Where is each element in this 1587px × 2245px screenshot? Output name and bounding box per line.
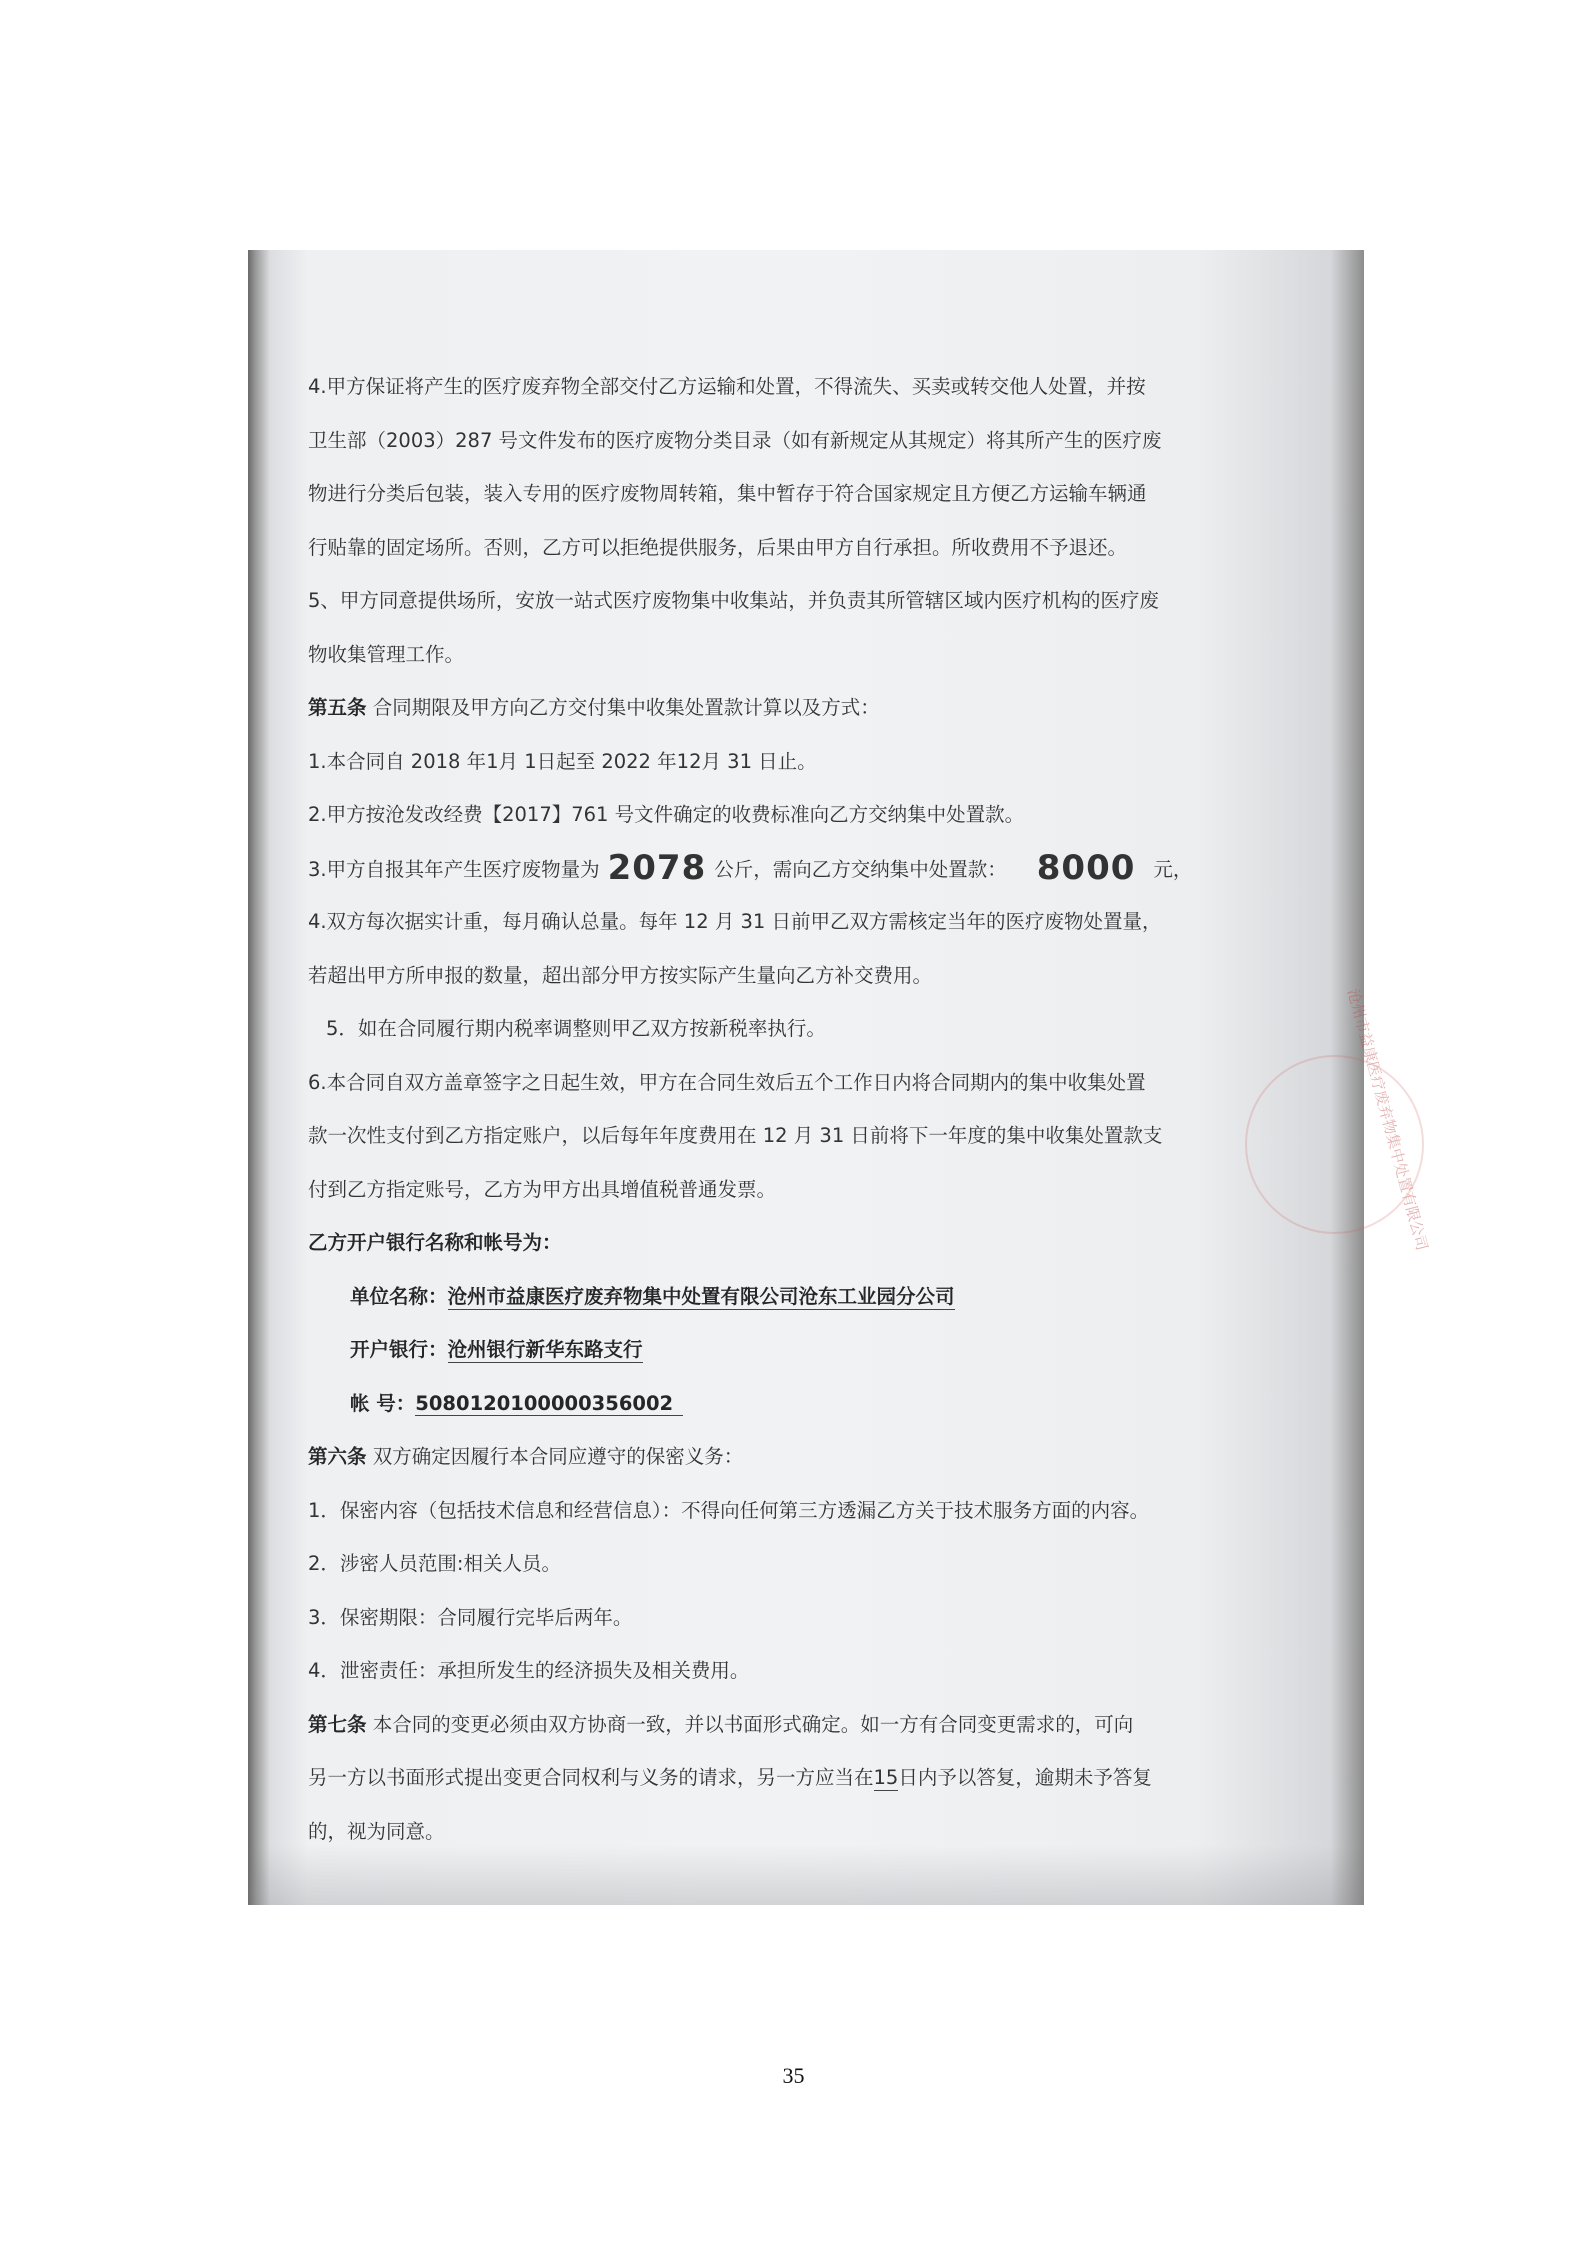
fee-amount: 8000 bbox=[1036, 847, 1136, 888]
article-6-item-1: 1．保密内容（包括技术信息和经营信息）：不得向任何第三方透漏乙方关于技术服务方面的内容。 bbox=[308, 1498, 1150, 1522]
account-label: 帐 号： bbox=[350, 1391, 416, 1415]
bank-name-row bbox=[308, 1323, 1318, 1377]
article-5-item-6-line-3: 付到乙方指定账号，乙方为甲方出具增值税普通发票。 bbox=[308, 1177, 777, 1201]
clause-4-line-2: 卫生部（2003）287 号文件发布的医疗废物分类目录（如有新规定从其规定）将其所产生的医疗废 bbox=[308, 428, 1162, 452]
bank-info-heading: 乙方开户银行名称和帐号为： bbox=[308, 1231, 562, 1254]
bank-account-row bbox=[308, 1377, 1318, 1431]
item-3-text-a: 3.甲方自报其年产生医疗废物量为 bbox=[308, 857, 600, 881]
clause-4-line-3: 物进行分类后包装，装入专用的医疗废物周转箱，集中暂存于符合国家规定且方便乙方运输车辆通 bbox=[308, 482, 1147, 505]
clause-5-line-1: 5、甲方同意提供场所，安放一站式医疗废物集中收集站，并负责其所管辖区域内医疗机构的医疗废 bbox=[308, 589, 1159, 612]
account-number: 508012010000035600​2 bbox=[415, 1392, 683, 1416]
item-3-text-c: 元， bbox=[1153, 857, 1193, 881]
bank-unit-name-row bbox=[308, 1270, 1318, 1324]
article-5-heading bbox=[308, 681, 1318, 735]
article-7-text-b: 日内予以答复，逾期未予答复 bbox=[898, 1766, 1152, 1789]
company-seal bbox=[1245, 986, 1432, 1253]
article-5-item-6-line-1: 6.本合同自双方盖章签字之日起生效，甲方在合同生效后五个工作日内将合同期内的集中收集处置 bbox=[308, 1070, 1146, 1094]
article-5-item-4-line-2: 若超出甲方所申报的数量，超出部分甲方按实际产生量向乙方补交费用。 bbox=[308, 963, 933, 987]
article-5-item-4-line-1: 4.双方每次据实计重，每月确认总量。每年 12 月 31 日前甲乙双方需核定当年的医疗废物处置量， bbox=[308, 910, 1162, 933]
waste-amount: 2078 bbox=[607, 847, 707, 888]
contract-text bbox=[308, 360, 1318, 1858]
article-6-item-2: 2．涉密人员范围:相关人员。 bbox=[308, 1552, 561, 1575]
bank-name-value: 沧州银行新华东路支行 bbox=[447, 1338, 643, 1361]
unit-name-value: 沧州市益康医疗废弃物集中处置有限公司沧东工业园分公司 bbox=[447, 1284, 955, 1308]
seal-text: 沧州市益康医疗废弃物集中处置有限公司 bbox=[1343, 986, 1432, 1253]
article-6-label: 第六条 bbox=[308, 1445, 367, 1468]
article-7-line-1 bbox=[308, 1698, 1318, 1752]
article-5-item-1: 1.本合同自 2018 年1月 1日起至 2022 年12月 31 日止。 bbox=[308, 749, 817, 773]
document-photo bbox=[248, 250, 1432, 1905]
unit-name-label: 单位名称： bbox=[350, 1284, 448, 1308]
article-5-label: 第五条 bbox=[308, 696, 367, 719]
article-5-item-5: 5．如在合同履行期内税率调整则甲乙双方按新税率执行。 bbox=[326, 1017, 826, 1040]
article-6-heading bbox=[308, 1430, 1318, 1484]
article-7-label: 第七条 bbox=[308, 1712, 367, 1736]
article-7-line-2 bbox=[308, 1751, 1318, 1805]
bank-name-label: 开户银行： bbox=[350, 1338, 448, 1361]
page-number: 35 bbox=[782, 2063, 805, 2088]
article-7-text: 本合同的变更必须由双方协商一致，并以书面形式确定。如一方有合同变更需求的，可向 bbox=[366, 1712, 1134, 1736]
article-5-title: 合同期限及甲方向乙方交付集中收集处置款计算以及方式： bbox=[366, 696, 880, 719]
clause-4-line-4: 行贴靠的固定场所。否则，乙方可以拒绝提供服务，后果由甲方自行承担。所收费用不予退还。 bbox=[308, 535, 1128, 559]
reply-days: 15 bbox=[873, 1766, 899, 1789]
article-7-line-3: 的，视为同意。 bbox=[308, 1819, 445, 1843]
clause-4-line-1: 4.甲方保证将产生的医疗废弃物全部交付乙方运输和处置，不得流失、买卖或转交他人处置，并按 bbox=[308, 375, 1146, 398]
article-5-item-6-line-2: 款一次性支付到乙方指定账户，以后每年年度费用在 12 月 31 日前将下一年度的集中收集处置款支 bbox=[308, 1124, 1163, 1147]
clause-5-line-2: 物收集管理工作。 bbox=[308, 642, 465, 666]
article-7-text-a: 另一方以书面形式提出变更合同权利与义务的请求，另一方应当在 bbox=[308, 1766, 874, 1789]
article-6-item-3: 3．保密期限：合同履行完毕后两年。 bbox=[308, 1605, 633, 1629]
article-6-item-4: 4．泄密责任：承担所发生的经济损失及相关费用。 bbox=[308, 1659, 750, 1682]
article-5-item-3 bbox=[308, 842, 1318, 896]
article-6-title: 双方确定因履行本合同应遵守的保密义务： bbox=[366, 1445, 744, 1468]
article-5-item-2: 2.甲方按沧发改经费【2017】761 号文件确定的收费标准向乙方交纳集中处置款。 bbox=[308, 803, 1025, 826]
item-3-text-b: 公斤，需向乙方交纳集中处置款： bbox=[714, 857, 1007, 881]
